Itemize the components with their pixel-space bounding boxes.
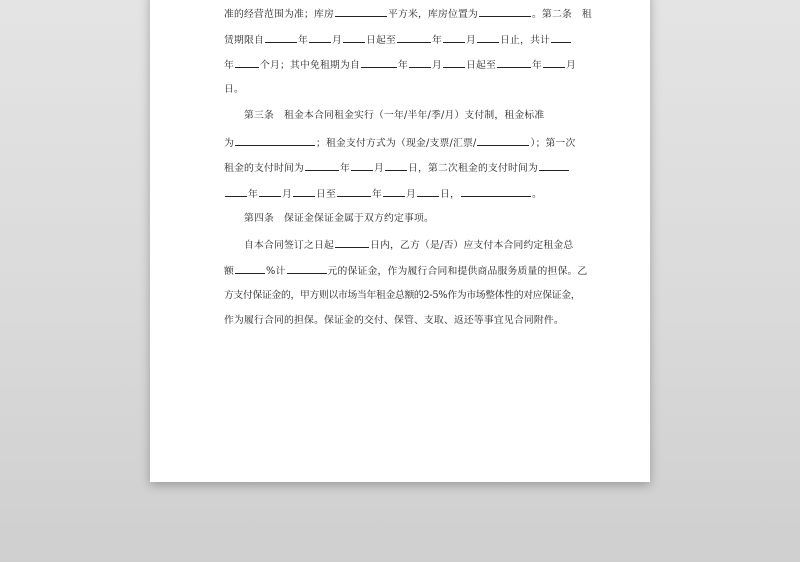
- text-segment: 月: [282, 189, 292, 200]
- blank-field: [539, 160, 569, 171]
- blank-field: [443, 57, 465, 68]
- blank-field: [225, 186, 247, 197]
- text-segment: 日至: [316, 189, 336, 200]
- text-segment: 准的经营范围为准；库房: [224, 9, 334, 20]
- text-line-6: [224, 135, 576, 149]
- clause-four-heading: 第四条 保证金保证金属于双方约定事项。: [244, 213, 434, 224]
- blank-field: [543, 57, 565, 68]
- text-segment: 额: [224, 266, 234, 277]
- text-line-4: [224, 83, 244, 97]
- text-line-9: [244, 212, 434, 226]
- text-segment: 日，第二次租金的支付时间为: [407, 163, 538, 174]
- text-segment: 日起至: [366, 35, 396, 46]
- blank-field: [551, 32, 571, 43]
- blank-field: [417, 186, 439, 197]
- text-line-3: [224, 57, 576, 71]
- blank-field: [351, 160, 373, 171]
- text-line-5: [244, 109, 544, 123]
- text-segment: 日，: [440, 189, 460, 200]
- text-segment: 月: [565, 60, 576, 71]
- blank-field: [235, 135, 315, 146]
- blank-field: [235, 57, 259, 68]
- blank-field: [309, 32, 331, 43]
- text-segment: 月: [466, 35, 476, 46]
- blank-field: [383, 186, 405, 197]
- text-line-7: [224, 160, 570, 174]
- text-segment: 租金的支付时间为: [224, 163, 304, 174]
- blank-field: [335, 237, 369, 248]
- blank-field: [259, 186, 281, 197]
- text-line-8: [224, 186, 542, 200]
- text-segment: 年: [372, 189, 382, 200]
- text-segment: 年: [432, 35, 442, 46]
- text-segment: ；租金支付方式为（现金/支票/汇票/: [316, 138, 477, 149]
- clause-three-heading: 第三条 租金本合同租金实行（一年/半年/季/月）支付制，租金标准: [244, 110, 545, 121]
- text-segment: 赁期限自: [224, 35, 264, 46]
- text-line-11: [224, 263, 587, 277]
- text-line-13: [224, 314, 564, 328]
- text-segment: 月: [406, 189, 416, 200]
- text-segment: 年: [339, 163, 350, 174]
- text-segment: 。第二条 租: [531, 9, 592, 20]
- text-segment: 方支付保证金的，甲方则以市场当年租金总额的2-5%作为市场整体性的对应保证金，: [224, 290, 581, 301]
- blank-field: [385, 160, 407, 171]
- text-segment: 年: [248, 189, 258, 200]
- text-line-1: [224, 6, 592, 20]
- text-segment: 日。: [224, 84, 244, 95]
- blank-field: [361, 57, 397, 68]
- text-line-12: [224, 289, 580, 303]
- text-segment: 个月；其中免租期为自: [260, 60, 360, 71]
- text-segment: 日起至: [465, 60, 496, 71]
- text-segment: 年: [531, 60, 542, 71]
- text-segment: 月: [431, 60, 442, 71]
- blank-field: [409, 57, 431, 68]
- blank-field: [335, 6, 387, 17]
- blank-field: [443, 32, 465, 43]
- blank-field: [343, 32, 365, 43]
- blank-field: [305, 160, 339, 171]
- blank-field: [461, 186, 531, 197]
- text-segment: 平方米，库房位置为: [387, 9, 478, 20]
- text-line-10: [244, 237, 573, 251]
- text-segment: 日止，共计: [500, 35, 550, 46]
- document-page: [150, 0, 650, 482]
- text-segment: ）；第一次: [530, 138, 576, 149]
- blank-field: [477, 32, 499, 43]
- blank-field: [397, 32, 431, 43]
- text-segment: 月: [373, 163, 384, 174]
- blank-field: [293, 186, 315, 197]
- blank-field: [477, 135, 529, 146]
- text-segment: 日内，乙方（是/否）应支付本合同约定租金总: [369, 240, 574, 251]
- text-line-2: [224, 32, 572, 46]
- text-segment: 作为履行合同的担保。保证金的交付、保管、支取、返还等事宜见合同附件。: [224, 315, 564, 326]
- text-segment: 元的保证金，作为履行合同和提供商品服务质量的担保。乙: [327, 266, 588, 277]
- blank-field: [337, 186, 371, 197]
- text-segment: 自本合同签订之日起: [244, 240, 334, 251]
- blank-field: [265, 32, 297, 43]
- blank-field: [497, 57, 531, 68]
- text-segment: 年: [397, 60, 408, 71]
- blank-field: [479, 6, 531, 17]
- text-segment: %计: [266, 266, 286, 277]
- text-segment: 年: [224, 60, 234, 71]
- text-segment: 。: [532, 189, 542, 200]
- text-segment: 年: [298, 35, 308, 46]
- blank-field: [287, 263, 327, 274]
- text-segment: 为: [224, 138, 234, 149]
- text-segment: 月: [332, 35, 342, 46]
- blank-field: [235, 263, 265, 274]
